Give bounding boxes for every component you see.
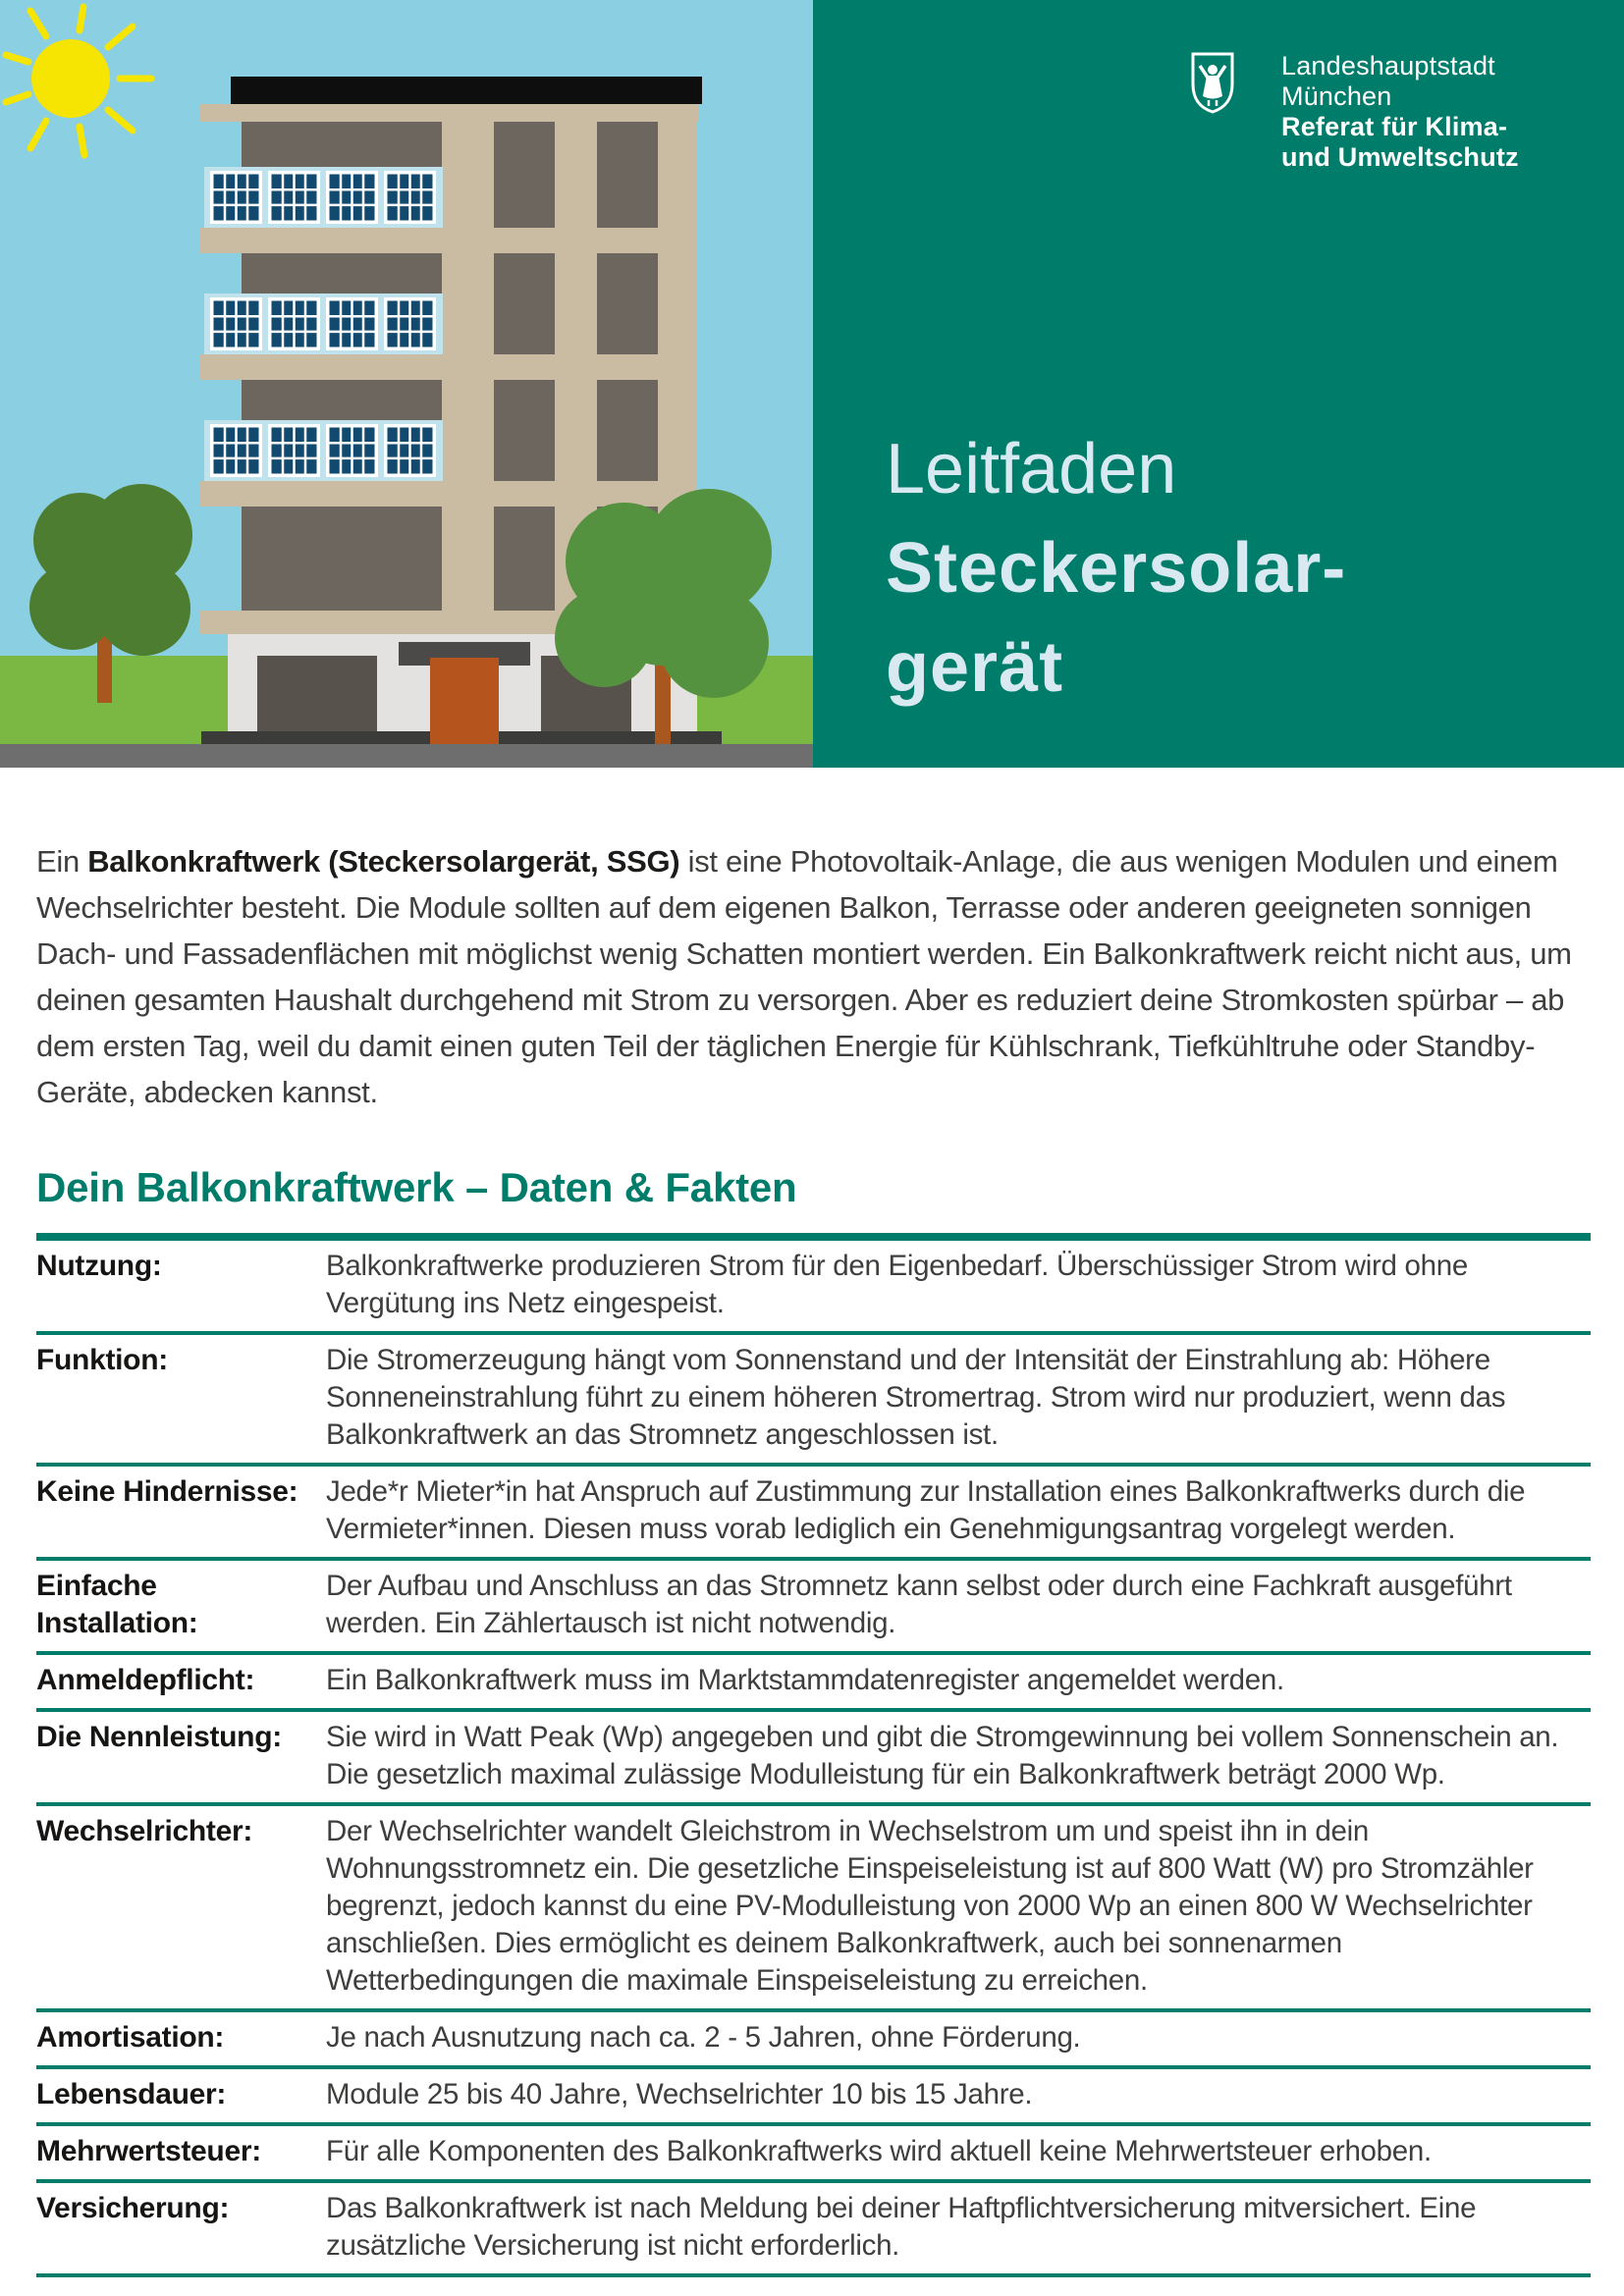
fact-row [36, 2183, 1591, 2277]
intro-prefix: Ein [36, 844, 88, 879]
fact-text: Jede*r Mieter*in hat Anspruch auf Zustimmung zur Installation eines Balkonkraftwerks durch die Vermieter*innen. Diesen muss vorab lediglich ein Genehmigungsantrag vorgelegt werden. [326, 1475, 1526, 1545]
fact-text: Ein Balkonkraftwerk muss im Marktstammdatenregister angemeldet werden. [326, 1664, 1284, 1696]
window [597, 380, 658, 481]
entrance-door [430, 658, 499, 744]
window [494, 507, 555, 611]
content [0, 838, 1624, 2277]
roof [231, 77, 702, 104]
fact-row [36, 1335, 1591, 1467]
window [494, 253, 555, 354]
fact-row [36, 1655, 1591, 1712]
fact-row [36, 1467, 1591, 1561]
window [597, 253, 658, 354]
facts-table [36, 1233, 1591, 2277]
building-illustration-svg [0, 0, 813, 768]
fact-text: Für alle Komponenten des Balkonkraftwerks wird aktuell keine Mehrwertsteuer erhoben. [326, 2135, 1432, 2167]
window [494, 122, 555, 228]
fact-row [36, 1806, 1591, 2012]
logo-line-org2: München [1281, 81, 1392, 111]
intro-paragraph [36, 838, 1594, 1115]
fact-label: Funktion: [36, 1344, 168, 1376]
fact-row [36, 1241, 1591, 1335]
fact-row [36, 1712, 1591, 1806]
page-title [886, 420, 1346, 718]
city-logo [1189, 51, 1519, 173]
fact-row [36, 2069, 1591, 2126]
fact-label: Lebensdauer: [36, 2078, 227, 2110]
fact-text: Der Aufbau und Anschluss an das Stromnetz kann selbst oder durch eine Fachkraft ausgeführt werden. Ein Zählertausch ist nicht notwendig. [326, 1570, 1512, 1639]
section-heading: Dein Balkonkraftwerk – Daten & Fakten [36, 1164, 797, 1210]
street [0, 744, 813, 768]
munich-coat-of-arms-icon [1189, 51, 1236, 114]
fact-row [36, 2012, 1591, 2069]
solar-balcony-floor-3 [204, 420, 443, 481]
logo-line-dept2: und Umweltschutz [1281, 142, 1519, 172]
fact-text: Je nach Ausnutzung nach ca. 2 - 5 Jahren, ohne Förderung. [326, 2021, 1081, 2054]
fact-label: Anmeldepflicht: [36, 1664, 255, 1696]
cover-illustration [0, 0, 813, 768]
fact-row [36, 1561, 1591, 1655]
header [0, 0, 1624, 768]
title-panel [813, 0, 1624, 768]
title-line-1: Steckersolar- [886, 529, 1347, 608]
fact-label: Keine Hindernisse: [36, 1475, 298, 1508]
fact-label: Einfache Installation: [36, 1570, 198, 1639]
logo-line-org1: Landeshauptstadt [1281, 51, 1495, 80]
ground-floor-window [257, 656, 377, 731]
intro-bold-term: Balkonkraftwerk (Steckersolargerät, SSG) [87, 844, 680, 879]
solar-balcony-floor-1 [204, 167, 443, 228]
fact-label: Die Nennleistung: [36, 1721, 282, 1753]
fact-text: Die Stromerzeugung hängt vom Sonnenstand und der Intensität der Einstrahlung ab: Höhere Sonneneinstrahlung führt zu einem höheren Stromertrag. Strom wird nur produziert, wenn das Balkonkraftwerk an das Stromnetz angeschlossen ist. [326, 1344, 1506, 1451]
intro-rest: ist eine Photovoltaik-Anlage, die aus wenigen Modulen und einem Wechselrichter besteht. Die Module sollten auf dem eigenen Balkon, Terrasse oder anderen geeigneten sonnigen Dach- und Fassadenflächen mit möglichst wenig Schatten montiert werden. Ein Balkonkraftwerk reicht nicht aus, um deinen gesamten Haushalt durchgehend mit Strom zu versorgen. Aber es reduziert deine Stromkosten spürbar – ab dem ersten Tag, weil du damit einen guten Teil der täglichen Energie für Kühlschrank, Tiefkühltruhe oder Standby-Geräte, abdecken kannst. [36, 844, 1572, 1109]
fact-label: Versicherung: [36, 2192, 230, 2224]
title-line-2: gerät [886, 628, 1064, 707]
fact-label: Wechselrichter: [36, 1815, 253, 1847]
logo-text [1281, 51, 1519, 173]
fact-text: Balkonkraftwerke produzieren Strom für den Eigenbedarf. Überschüssiger Strom wird ohne Vergütung ins Netz eingespeist. [326, 1250, 1468, 1319]
fact-text: Der Wechselrichter wandelt Gleichstrom in Wechselstrom um und speist ihn in dein Wohnungsstromnetz ein. Die gesetzliche Einspeiseleistung ist auf 800 Watt (W) pro Stromzähler begrenzt, jedoch kannst du eine PV-Modulleistung von 2000 Wp an einen 800 W Wechselrichter anschließen. Dies ermöglicht es deinem Balkonkraftwerk, auch bei sonnenarmen Wetterbedingungen die maximale Einspeiseleistung zu erreichen. [326, 1815, 1534, 1997]
fact-label: Mehrwertsteuer: [36, 2135, 261, 2167]
window [597, 122, 658, 228]
fact-text: Das Balkonkraftwerk ist nach Meldung bei deiner Haftpflichtversicherung mitversichert. Eine zusätzliche Versicherung ist nicht erforderlich. [326, 2192, 1477, 2262]
fact-row [36, 2126, 1591, 2183]
fact-label: Nutzung: [36, 1250, 162, 1282]
title-kicker: Leitfaden [886, 430, 1177, 508]
window [494, 380, 555, 481]
fact-text: Module 25 bis 40 Jahre, Wechselrichter 10 bis 15 Jahre. [326, 2078, 1033, 2110]
fact-label: Amortisation: [36, 2021, 225, 2054]
fact-text: Sie wird in Watt Peak (Wp) angegeben und gibt die Stromgewinnung bei vollem Sonnenschein an. Die gesetzlich maximal zulässige Modulleistung für ein Balkonkraftwerk beträgt 2000 Wp. [326, 1721, 1559, 1790]
logo-line-dept1: Referat für Klima- [1281, 112, 1508, 141]
solar-balcony-floor-2 [204, 294, 443, 354]
